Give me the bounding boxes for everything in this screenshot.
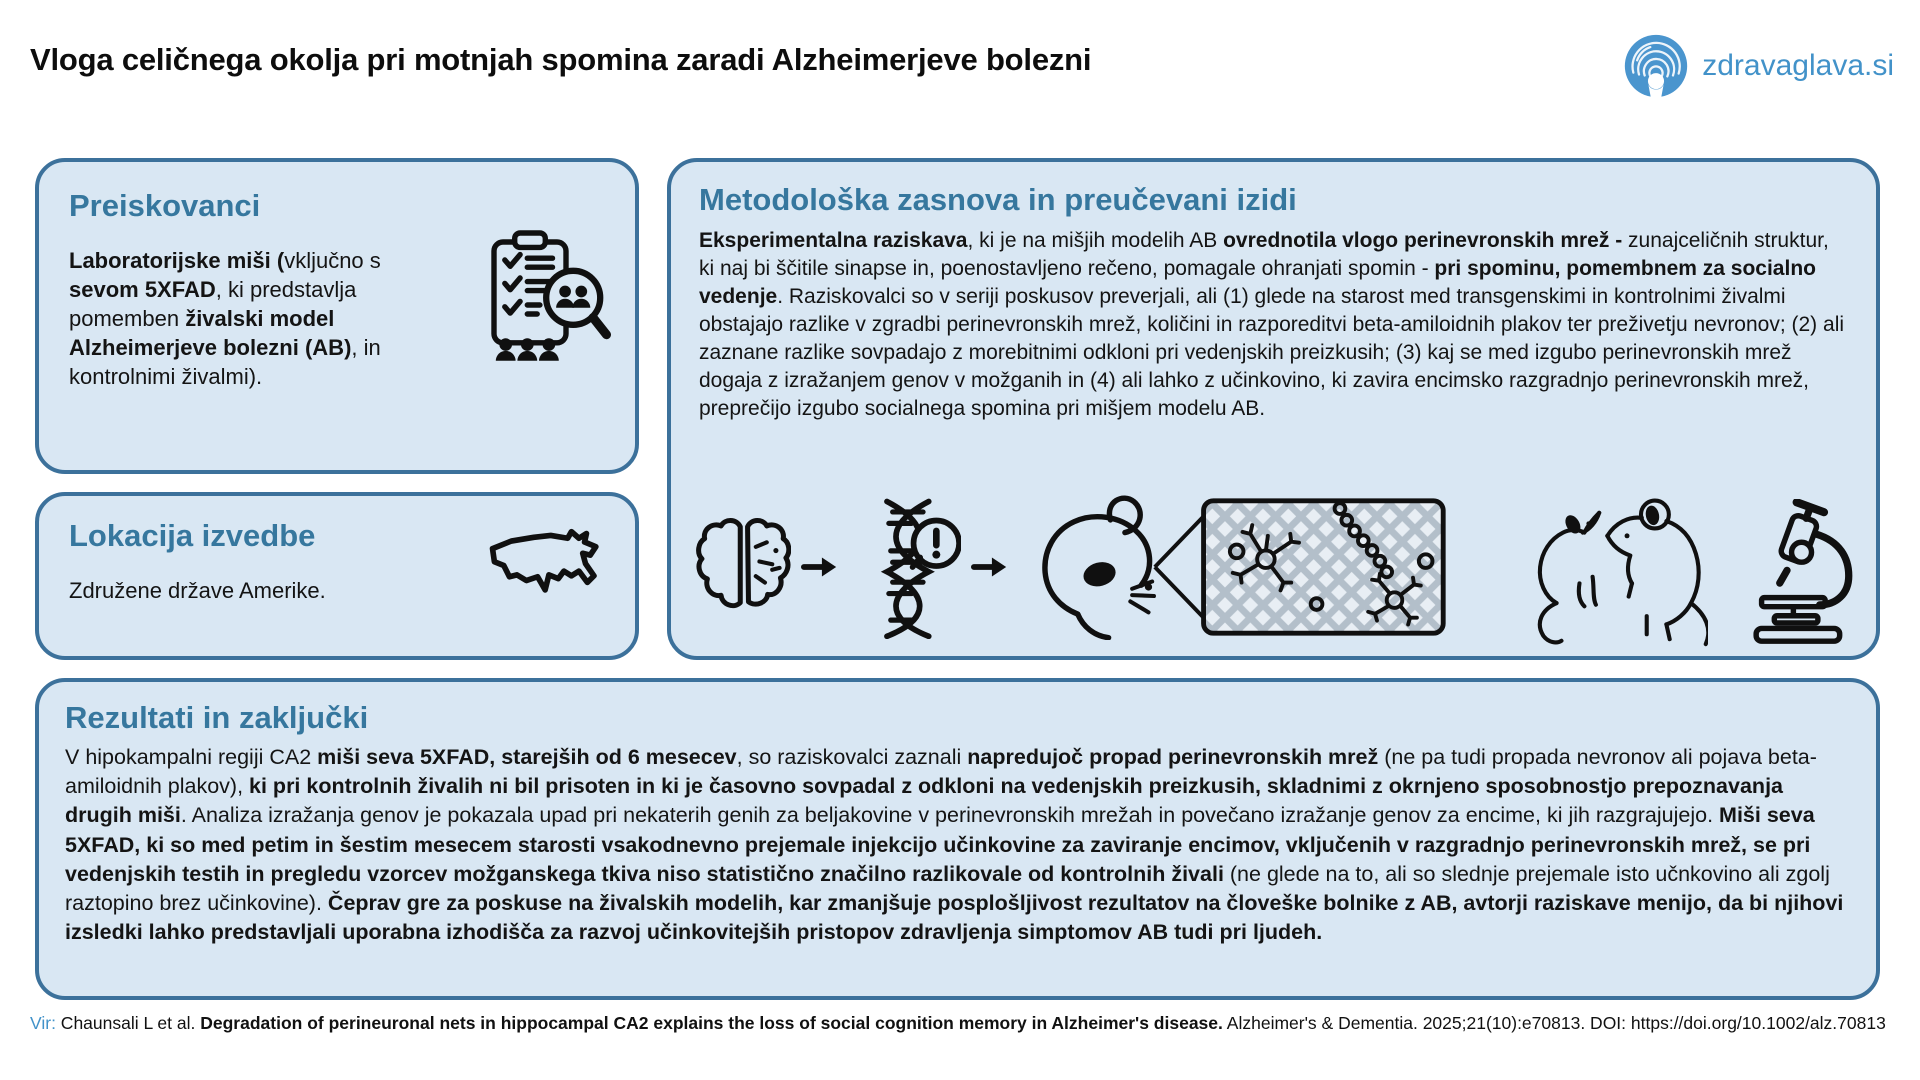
methods-right-icons <box>1510 485 1856 649</box>
brain-icon <box>695 514 791 620</box>
zdravaglava-logo-icon <box>1622 32 1690 100</box>
location-box <box>35 492 639 660</box>
mice-social-icon <box>1510 485 1708 649</box>
results-box <box>35 678 1880 1000</box>
source-citation: Vir: Chaunsali L et al. Degradation of perineuronal nets in hippocampal CA2 explains the loss of social cognition memory in Alzheimer's disease. Alzheimer's & Dementia. 2025;21(10):e70813. DOI: https://doi.org/10.1002/alz.70813 <box>30 1013 1886 1033</box>
methods-box <box>667 158 1880 660</box>
clipboard-research-icon <box>485 226 611 366</box>
brand-logo <box>1622 32 1894 100</box>
page-title: Vloga celičnega okolja pri motnjah spomina zaradi Alzheimerjeve bolezni <box>30 42 1092 77</box>
methods-heading: Metodološka zasnova in preučevani izidi <box>699 182 1297 217</box>
subjects-box <box>35 158 639 474</box>
arrow-right-icon <box>801 554 839 580</box>
brand-logo-text: zdravaglava.si <box>1702 49 1894 82</box>
location-text: Združene države Amerike. <box>69 578 326 603</box>
subjects-heading: Preiskovanci <box>69 188 261 223</box>
usa-map-icon <box>485 524 609 622</box>
location-heading: Lokacija izvedbe <box>69 518 316 553</box>
methods-icon-row <box>695 490 1856 644</box>
results-heading: Rezultati in zaključki <box>65 700 369 735</box>
subjects-text: Laboratorijske miši (vključno s sevom 5XFAD, ki predstavlja pomemben živalski model Alzheimerjeve bolezni (AB), in kontrolnimi živalmi). <box>69 248 381 390</box>
dna-alert-icon <box>849 495 961 639</box>
perineuronal-net-panel-icon <box>1149 491 1451 643</box>
arrow-right-icon <box>971 554 1009 580</box>
results-text: V hipokampalni regiji CA2 miši seva 5XFAD, starejših od 6 mesecev, so raziskovalci zaznali napredujoč propad perinevronskih mrež (ne pa tudi propada nevronov ali pojava beta-amiloidnih plakov), ki pri kontrolnih živalih ni bil prisoten in ki je časovno sovpadal z odkloni na vedenjskih preizkusih, skladnimi z okrnjeno sposobnostjo prepoznavanja drugih miši. Analiza izražanja genov je pokazala upad pri nekaterih genih za beljakovine v perinevronskih mrežah in povečano izražanje genov za encime, ki jih razgrajujejo. Miši seva 5XFAD, ki so med petim in šestim mesecem starosti vsakodnevno prejemale injekcijo učinkovine za zaviranje encimov, vključenih v razgradnjo perinevronskih mrež, se pri vedenjskih testih in pregledu vzorcev možganskega tkiva niso statistično značilno razlikovale od kontrolnih živali (ne glede na to, ali so slednje prejemale isto učnkovino ali zgolj raztopino brez učinkovine). Čeprav gre za poskuse na živalskih modelih, kar zmanjšuje posplošljivost rezultatov na človeške bolnike z AB, avtorji raziskave menijo, da bi njihovi izsledki lahko predstavljali uporabna izhodišča za razvoj učinkovitejših pristopov zdravljenja simptomov AB tudi pri ljudeh. <box>65 745 1844 945</box>
mouse-head-icon <box>1027 494 1163 640</box>
methods-text: Eksperimentalna raziskava, ki je na mišjih modelih AB ovrednotila vlogo perinevronskih mrež - zunajceličnih struktur, ki naj bi ščitile sinapse in, poenostavljeno rečeno, pomagale ohranjati spomin - pri spominu, pomembnem za socialno vedenje. Raziskovalci so v seriji poskusov preverjali, ali (1) glede na starost med transgenskimi in kontrolnimi živalmi obstajajo razlike v zgradbi perinevronskih mrež, količini in razporeditvi beta-amiloidnih plakov ter preživetju nevronov; (2) ali zaznane razlike sovpadajo z morebitnimi odkloni pri vedenjskih preizkusih; (3) kaj se med izgubo perinevronskih mrež dogaja z izražanjem genov v možganih in (4) ali lahko z učinkovino, ki zavira encimsko razgradnjo perinevronskih mrež, preprečijo izgubo socialnega spomina pri mišjem modelu AB. <box>699 229 1845 420</box>
microscope-icon <box>1738 499 1856 649</box>
